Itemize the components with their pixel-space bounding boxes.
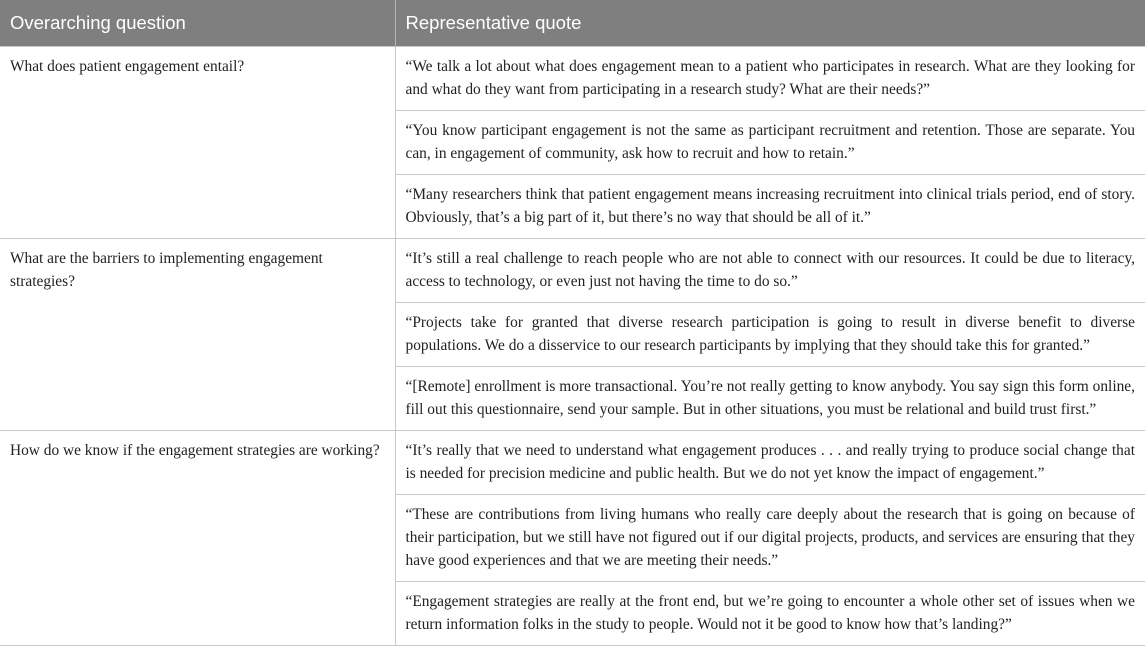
quote-cell: “Projects take for granted that diverse research participation is going to result in diverse benefit to diverse populations. We do a disservice to our research participants by implying that they should take this for granted.”: [395, 302, 1145, 366]
question-cell: How do we know if the engagement strategies are working?: [0, 430, 395, 645]
quote-cell: “It’s really that we need to understand what engagement produces . . . and really trying to produce social change that is needed for precision medicine and public health. But we do not yet know the impact of engagement.”: [395, 430, 1145, 494]
header-overarching-question: Overarching question: [0, 0, 395, 46]
quote-cell: “You know participant engagement is not the same as participant recruitment and retention. Those are separate. You can, in engagement of community, ask how to recruit and how to retain.”: [395, 110, 1145, 174]
quote-cell: “It’s still a real challenge to reach people who are not able to connect with our resources. It could be due to literacy, access to technology, or even just not having the time to do so.”: [395, 238, 1145, 302]
question-cell: What does patient engagement entail?: [0, 46, 395, 238]
quote-cell: “Many researchers think that patient engagement means increasing recruitment into clinical trials period, end of story. Obviously, that’s a big part of it, but there’s no way that should be all of it.”: [395, 174, 1145, 238]
question-cell: What are the barriers to implementing engagement strategies?: [0, 238, 395, 430]
quote-cell: “Engagement strategies are really at the front end, but we’re going to encounter a whole other set of issues when we return information folks in the study to people. Would not it be good to know how that’s landing?”: [395, 581, 1145, 645]
table-row: [0, 238, 1145, 302]
table-row: [0, 46, 1145, 110]
header-row: [0, 0, 1145, 46]
quote-cell: “We talk a lot about what does engagement mean to a patient who participates in research. What are they looking for and what do they want from participating in a research study? What are their needs?”: [395, 46, 1145, 110]
quote-cell: “[Remote] enrollment is more transactional. You’re not really getting to know anybody. You say sign this form online, fill out this questionnaire, send your sample. But in other situations, you must be relational and build trust first.”: [395, 366, 1145, 430]
header-representative-quote: Representative quote: [395, 0, 1145, 46]
quote-cell: “These are contributions from living humans who really care deeply about the research that is going on because of their participation, but we still have not figured out if our digital projects, products, and services are ensuring that they have good experiences and that we are meeting their needs.”: [395, 494, 1145, 581]
table-row: [0, 430, 1145, 494]
